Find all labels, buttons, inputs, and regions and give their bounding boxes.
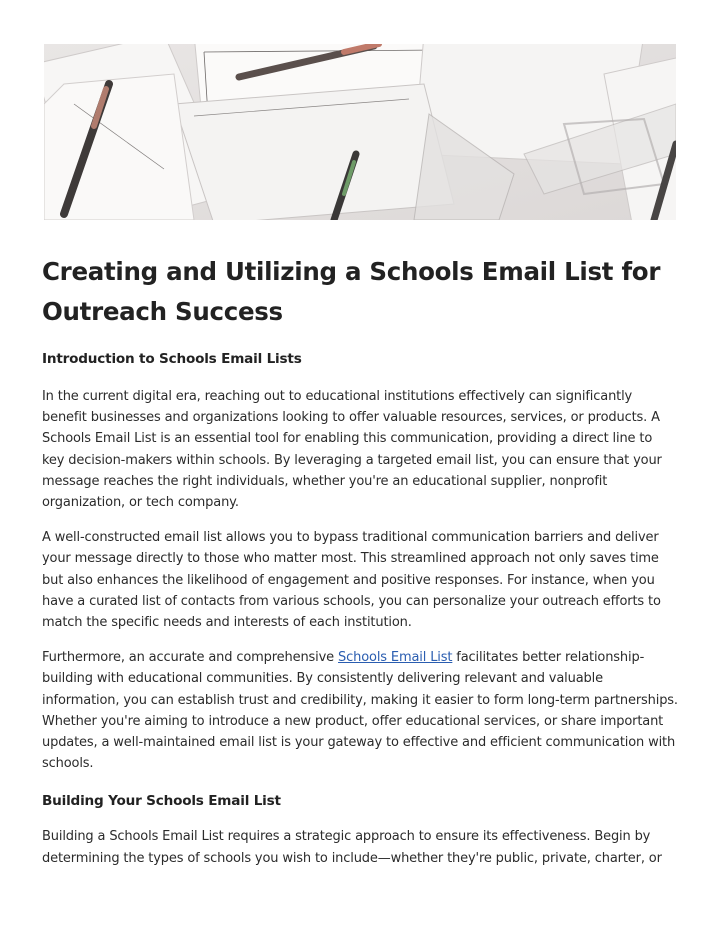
article — [42, 252, 678, 869]
section-heading-introduction: Introduction to Schools Email Lists — [42, 351, 302, 367]
paragraph: In the current digital era, reaching out to educational institutions effectively can significantly benefit businesses and organizations looking to offer valuable resources, services, or products. A Schools Email List is an essential tool for enabling this communication, providing a direct line to key decision-makers within schools. By leveraging a targeted email list, you can ensure that your message reaches the right individuals, whether you're an educational supplier, nonprofit organization, or tech company. — [42, 389, 662, 511]
hero-image — [44, 44, 676, 220]
paragraph: A well-constructed email list allows you to bypass traditional communication barriers and deliver your message directly to those who matter most. This streamlined approach not only saves time but also enhances the likelihood of engagement and positive responses. For instance, when you have a curated list of contacts from various schools, you can personalize your outreach efforts to match the specific needs and interests of each institution. — [42, 530, 661, 631]
paragraph-with-link — [42, 647, 678, 774]
paragraph-text-before-link: Furthermore, an accurate and comprehensive — [42, 650, 339, 666]
schools-email-list-link[interactable]: Schools Email List — [338, 650, 453, 666]
section-heading-building: Building Your Schools Email List — [42, 793, 281, 810]
paragraph: Building a Schools Email List requires a strategic approach to ensure its effectiveness. Begin by determining the types of schools you wish to include—whether they're public, private, charter, or — [42, 829, 662, 866]
paragraph-text-after-link: facilitates better relationship-building with educational communities. By consistently delivering relevant and valuable information, you can establish trust and credibility, making it easier to form long-term partnerships. Whether you're aiming to introduce a new product, offer educational services, or share important updates, a well-maintained email list is your gateway to effective and efficient communication with schools. — [42, 650, 678, 772]
article-title: Creating and Utilizing a Schools Email List for Outreach Success — [42, 257, 661, 326]
desk-stationery-illustration — [44, 44, 676, 220]
